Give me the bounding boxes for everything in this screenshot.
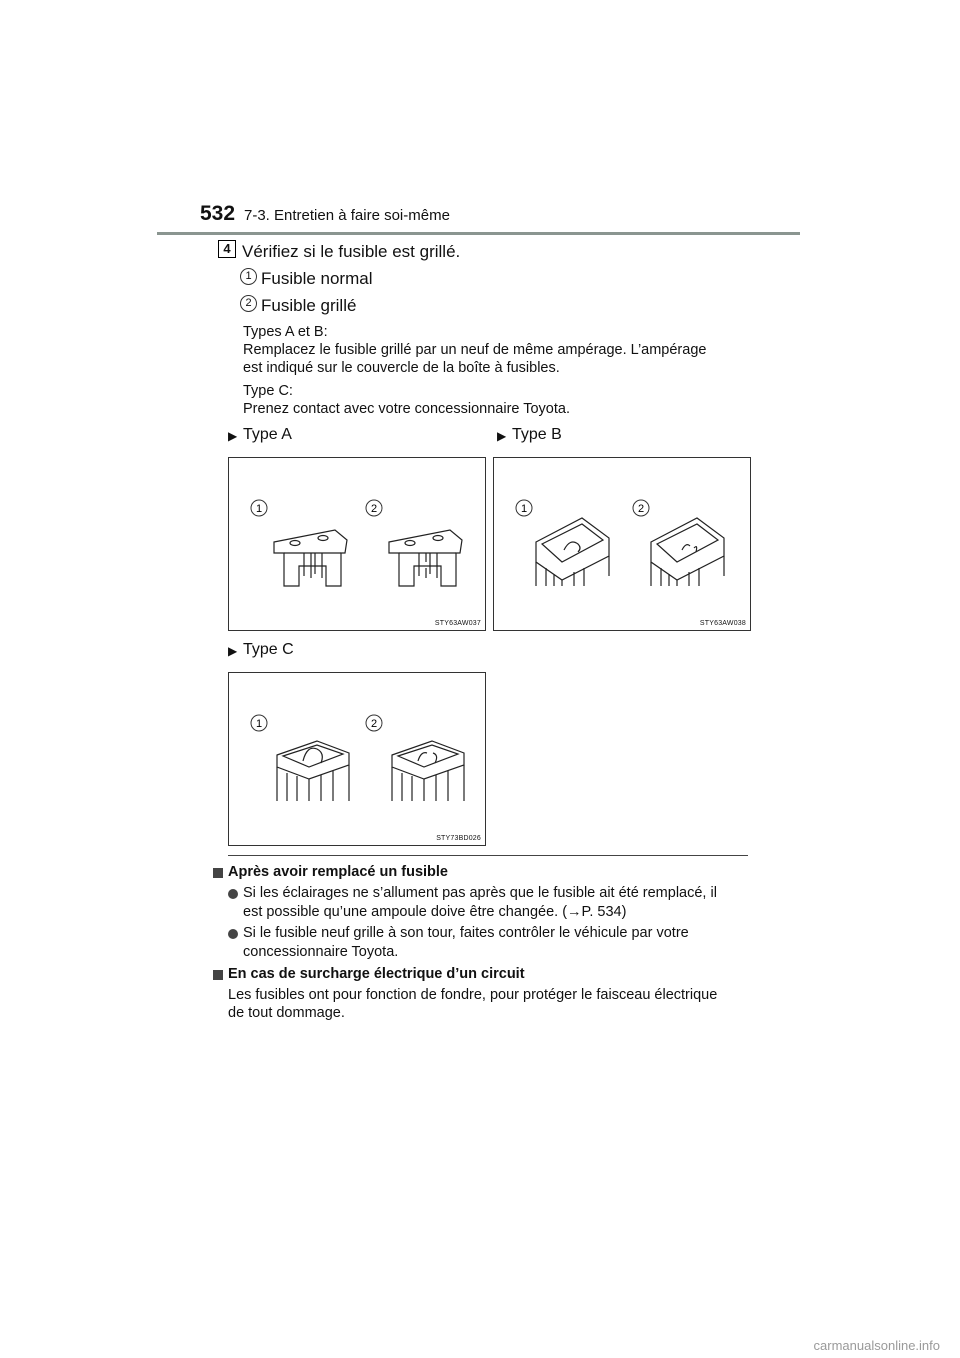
figure-code: STY63AW038 bbox=[699, 620, 746, 627]
watermark: carmanualsonline.info bbox=[813, 1338, 940, 1353]
figure-callout-2: 2 bbox=[370, 503, 378, 515]
callout-2: 2 bbox=[240, 295, 257, 312]
figure-type-c bbox=[228, 672, 486, 846]
bullet-dot-icon bbox=[228, 889, 238, 899]
header-rule bbox=[157, 232, 800, 235]
note-bullet-1-line2: est possible qu’une ampoule doive être changée. (→P. 534) bbox=[243, 904, 627, 920]
figure-type-b bbox=[493, 457, 751, 631]
square-bullet-icon bbox=[213, 868, 223, 878]
note-bullet-1-line1: Si les éclairages ne s’allument pas après que le fusible ait été remplacé, il bbox=[243, 885, 717, 901]
page-number: 532 bbox=[200, 202, 236, 225]
fuse-type-b-illustration bbox=[494, 458, 750, 630]
note-bullet-2-line2: concessionnaire Toyota. bbox=[243, 944, 399, 960]
callout-1: 1 bbox=[240, 268, 257, 285]
types-ab-line1: Remplacez le fusible grillé par un neuf de même ampérage. L’ampérage bbox=[243, 342, 707, 358]
triangle-icon: ▶ bbox=[228, 429, 238, 443]
figure-callout-2: 2 bbox=[370, 718, 378, 730]
figure-callout-2: 2 bbox=[637, 503, 645, 515]
item-blown-fuse: Fusible grillé bbox=[261, 296, 357, 315]
type-c-text: Prenez contact avec votre concessionnaire Toyota. bbox=[243, 401, 570, 417]
note-heading-1: Après avoir remplacé un fusible bbox=[228, 864, 448, 880]
square-bullet-icon bbox=[213, 970, 223, 980]
type-c-title: Type C: bbox=[243, 383, 293, 399]
section-divider bbox=[228, 855, 748, 856]
type-b-label: Type B bbox=[512, 426, 562, 443]
type-c-label: Type C bbox=[243, 641, 294, 658]
step-number-box: 4 bbox=[218, 240, 236, 258]
figure-code: STY63AW037 bbox=[434, 620, 481, 627]
note-2-line2: de tout dommage. bbox=[228, 1005, 345, 1021]
triangle-icon: ▶ bbox=[497, 429, 507, 443]
type-a-label: Type A bbox=[243, 426, 292, 443]
figure-callout-1: 1 bbox=[520, 503, 528, 515]
note-heading-2: En cas de surcharge électrique d’un circuit bbox=[228, 966, 525, 982]
figure-code: STY73BD026 bbox=[436, 835, 481, 842]
figure-callout-1: 1 bbox=[255, 503, 263, 515]
types-ab-title: Types A et B: bbox=[243, 324, 328, 340]
note-2-line1: Les fusibles ont pour fonction de fondre, pour protéger le faisceau électrique bbox=[228, 987, 718, 1003]
types-ab-line2: est indiqué sur le couvercle de la boîte à fusibles. bbox=[243, 360, 560, 376]
figure-type-a bbox=[228, 457, 486, 631]
step-text: Vérifiez si le fusible est grillé. bbox=[242, 242, 461, 261]
bullet-dot-icon bbox=[228, 929, 238, 939]
figure-callout-1: 1 bbox=[255, 718, 263, 730]
fuse-type-a-illustration bbox=[229, 458, 485, 630]
triangle-icon: ▶ bbox=[228, 644, 238, 658]
item-normal-fuse: Fusible normal bbox=[261, 269, 373, 288]
fuse-type-c-illustration bbox=[229, 673, 485, 845]
note-bullet-2-line1: Si le fusible neuf grille à son tour, faites contrôler le véhicule par votre bbox=[243, 925, 689, 941]
section-title: 7-3. Entretien à faire soi-même bbox=[244, 207, 450, 224]
